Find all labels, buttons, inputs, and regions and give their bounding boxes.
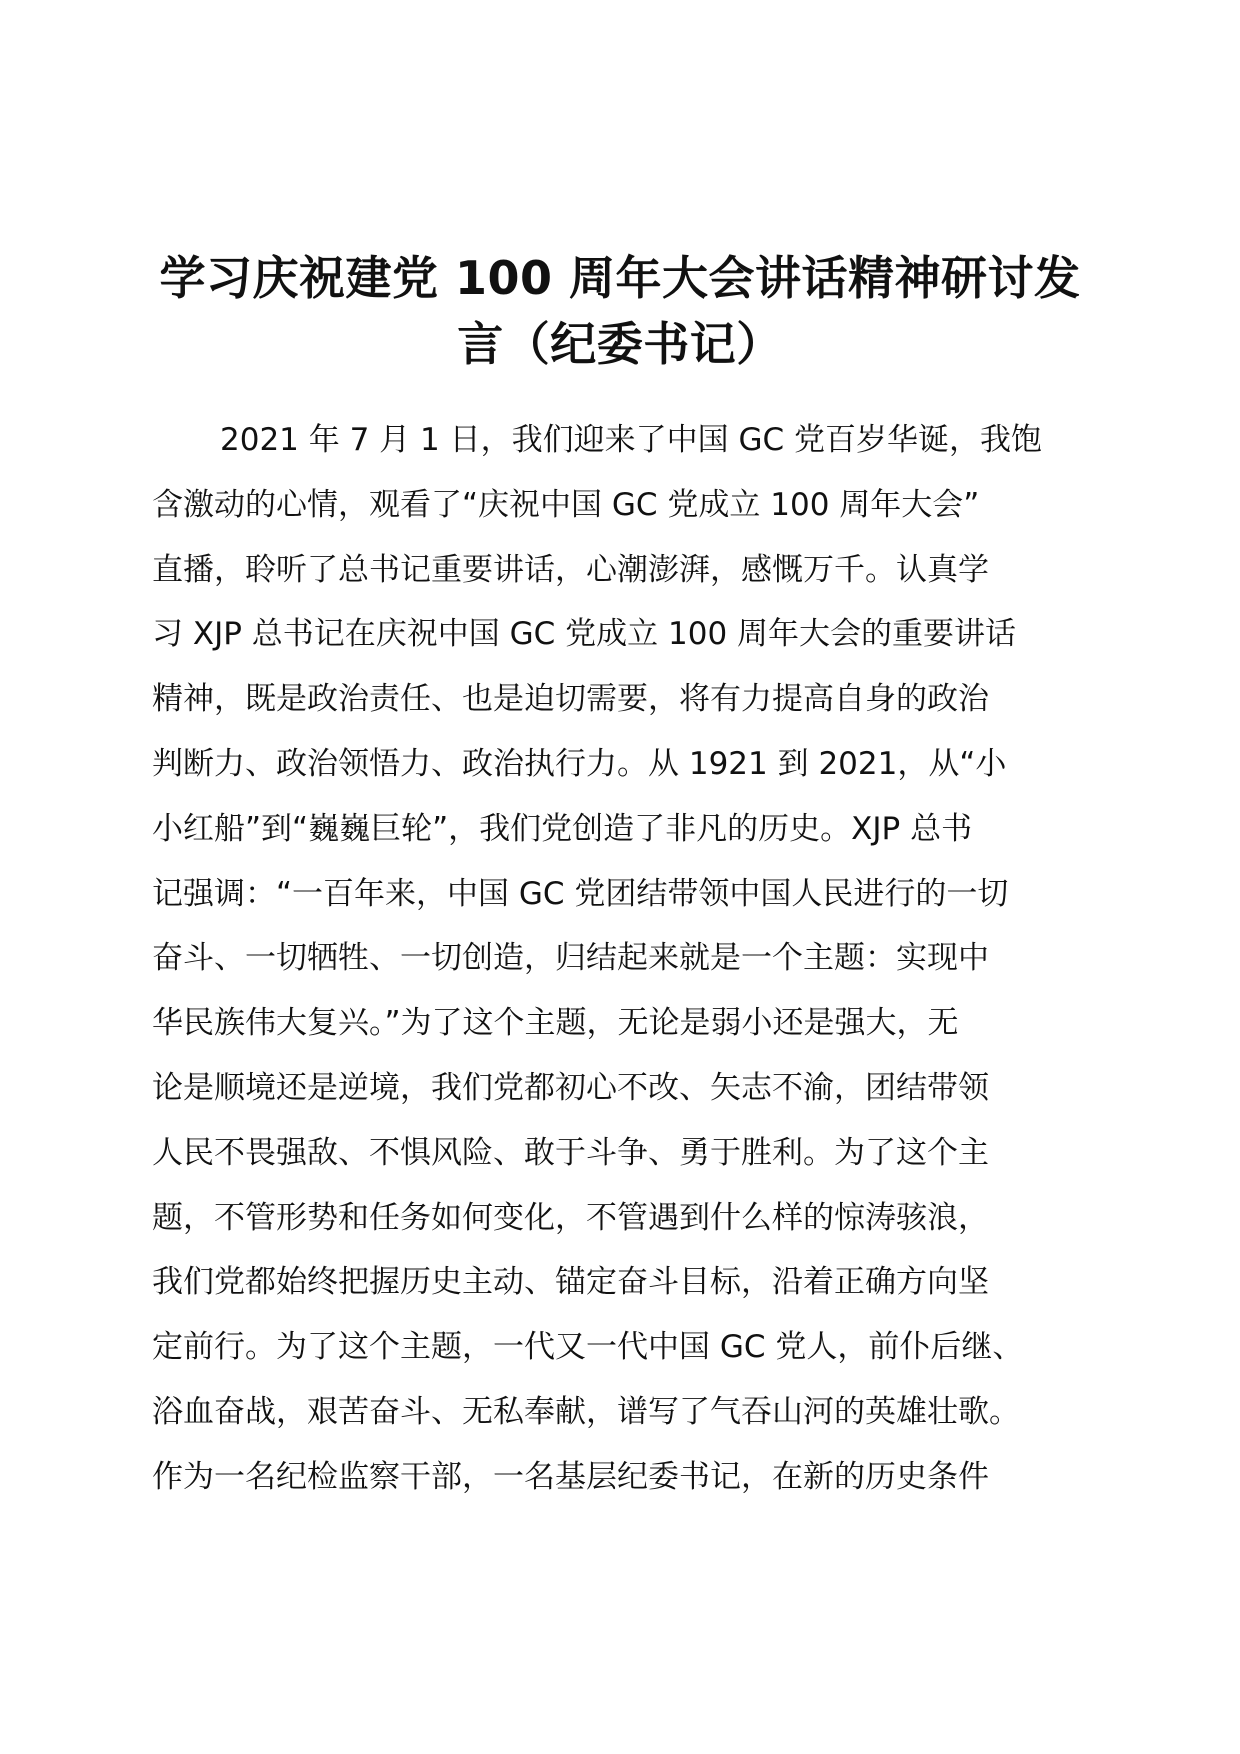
- paragraph-line: 题，不管形势和任务如何变化，不管遇到什么样的惊涛骇浪，: [152, 1199, 989, 1236]
- paragraph-line: 精神，既是政治责任、也是迫切需要，将有力提高自身的政治: [152, 681, 989, 718]
- paragraph-line: 我们党都始终把握历史主动、锚定奋斗目标，沿着正确方向坚: [152, 1264, 989, 1301]
- paragraph-line: 含激动的心情，观看了“庆祝中国 GC 党成立 100 周年大会”: [152, 486, 980, 523]
- body-paragraph: [152, 408, 1112, 1510]
- paragraph-line: 习 XJP 总书记在庆祝中国 GC 党成立 100 周年大会的重要讲话: [152, 616, 1017, 653]
- paragraph-line: 小红船”到“巍巍巨轮”，我们党创造了非凡的历史。XJP 总书: [152, 810, 973, 847]
- paragraph-line: 人民不畏强敌、不惧风险、敢于斗争、勇于胜利。为了这个主: [152, 1134, 989, 1171]
- paragraph-line: 判断力、政治领悟力、政治执行力。从 1921 到 2021，从“小: [152, 745, 1007, 782]
- paragraph-line: 奋斗、一切牺牲、一切创造，归结起来就是一个主题：实现中: [152, 940, 989, 977]
- title-line: 学习庆祝建党 100 周年大会讲话精神研讨发: [159, 251, 1081, 305]
- paragraph-line: 定前行。为了这个主题，一代又一代中国 GC 党人，前仆后继、: [152, 1329, 1024, 1366]
- paragraph-line: 华民族伟大复兴。”为了这个主题，无论是弱小还是强大，无: [152, 1005, 959, 1042]
- paragraph-line: 论是顺境还是逆境，我们党都初心不改、矢志不渝，团结带领: [152, 1069, 989, 1106]
- paragraph-line: 作为一名纪检监察干部，一名基层纪委书记，在新的历史条件: [152, 1458, 989, 1495]
- paragraph-line: 2021 年 7 月 1 日，我们迎来了中国 GC 党百岁华诞，我饱: [220, 422, 1042, 458]
- paragraph-line: 直播，聆听了总书记重要讲话，心潮澎湃，感慨万千。认真学: [152, 551, 989, 588]
- title-line: 言（纪委书记）: [457, 317, 783, 371]
- document-title: [150, 245, 1090, 377]
- paragraph-line: 记强调：“一百年来，中国 GC 党团结带领中国人民进行的一切: [152, 875, 1009, 912]
- paragraph-line: 浴血奋战，艰苦奋斗、无私奉献，谱写了气吞山河的英雄壮歌。: [152, 1393, 1020, 1430]
